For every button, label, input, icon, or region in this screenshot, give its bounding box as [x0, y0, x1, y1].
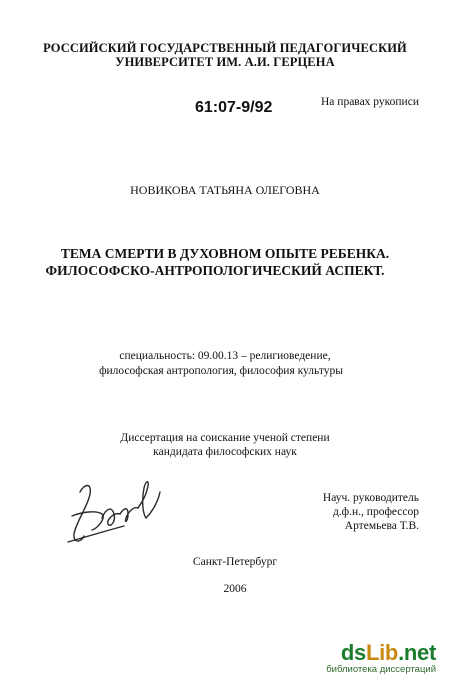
- watermark-logo: dsLib.net: [340, 640, 436, 665]
- watermark-subtitle: библиотека диссертаций: [326, 664, 436, 675]
- advisor-label: Науч. руководитель: [322, 492, 419, 504]
- institution-name-line1: РОССИЙСКИЙ ГОСУДАРСТВЕННЫЙ ПЕДАГОГИЧЕСКИЙ: [43, 41, 407, 55]
- specialty-line1: специальность: 09.00.13 – религиоведение,: [119, 350, 331, 362]
- shelfmark: 61:07-9/92: [195, 99, 273, 116]
- watermark: [326, 642, 436, 675]
- rights-note: На правах рукописи: [321, 96, 419, 108]
- thesis-title-line1: ТЕМА СМЕРТИ В ДУХОВНОМ ОПЫТЕ РЕБЕНКА.: [60, 246, 390, 261]
- city: Санкт-Петербург: [192, 556, 278, 568]
- year: 2006: [223, 583, 247, 595]
- specialty-line2: философская антропология, философия культуры: [99, 365, 343, 377]
- degree-statement-line1: Диссертация на соискание ученой степени: [120, 432, 330, 444]
- degree-statement-line2: кандидата философских наук: [153, 446, 297, 458]
- author-name: НОВИКОВА ТАТЬЯНА ОЛЕГОВНА: [130, 183, 320, 197]
- institution-name-line2: УНИВЕРСИТЕТ ИМ. А.И. ГЕРЦЕНА: [115, 55, 335, 69]
- advisor-degree: д.ф.н., профессор: [332, 506, 419, 518]
- advisor-name: Артемьева Т.В.: [344, 520, 419, 532]
- thesis-title-line2: ФИЛОСОФСКО-АНТРОПОЛОГИЧЕСКИЙ АСПЕКТ.: [45, 263, 385, 278]
- handwritten-signature: [62, 472, 172, 552]
